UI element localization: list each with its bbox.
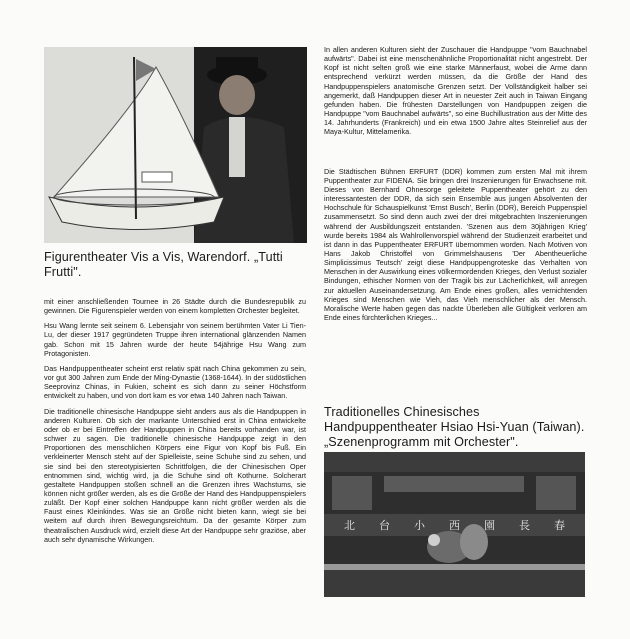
stage-sign-char: 西 <box>449 519 460 532</box>
caption-vis-a-vis: Figurentheater Vis a Vis, Warendorf. „Tutti Frutti". <box>44 250 283 279</box>
stage-sign-char: 北 <box>344 519 355 532</box>
paragraph: In allen anderen Kulturen sieht der Zuschauer die Handpuppe "vom Bauchnabel aufwärts". Dabei ist eine menschenähnliche Proportionalität nicht angestrebt. Der Kopf ist nicht selten groß wie eine starke Männerfaust, wobei die Arme dann entsprechend verkürzt werden müssen, da die Größe der Hand des Handpuppenspielers anatomische Grenzen setzt. Der Vollständigkeit halber sei angemerkt, daß Handpuppen dieser Art in neuester Zeit auch in Taiwan Eingang gefunden haben. Die frühesten Darstellungen von Handpuppen zeigen die Handpuppe "vom Bauchnabel aufwärts", so eine Buchillustration aus der Mitte des 14. Jahrhunderts (Frankreich) und ein etwa 1500 Jahre altes Steinrelief aus der Maya-Kultur, Mittelamerika. <box>324 45 587 137</box>
paragraph: Hsu Wang lernte seit seinem 6. Lebensjahr von seinem berühmten Vater Li Tien-Lu, der dieser 1917 gegründeten Truppe ihren international glänzenden Namen gab. Schon mit 15 Jahren wurde der heute 54jährige Hsu Wang zum Protagonisten. <box>44 321 306 358</box>
paragraph: Die Städtischen Bühnen ERFURT (DDR) kommen zum ersten Mal mit ihrem Puppentheater zur FIDENA. Sie bringen drei Inszenierungen für Erwachsene mit. Dieses von Bernhard Ohnesorge geleitete Puppentheater gehört zu den interessantesten der DDR, da sich sein Ensemble aus jungen Absolventen der Hochschule für Schauspielkunst 'Ernst Busch', Berlin (DDR), Bereich Puppenspiel zusammensetzt. So sind denn auch zwei der drei mitgebrachten Inszenierungen während der Ausbildungszeit entstanden. 'Szenen aus dem 30jährigen Krieg' wurde bereits 1984 als Wahlrollenvorspiel während der Studienzeit erarbeitet und ist dann in das Puppentheater ERFURT übernommen worden. Nach Motiven von Hans Jakob Christoffel von Grimmelshausens 'Der Abentheuerliche Simplicissimus Teutsch' zeigt diese Handpuppengroteske das Verhalten von Menschen in der Auswirkung eines völkermordenden Krieges, den Verlust sozialer Bindungen, ethischer Normen von der Tragik bis zur Lächerlichkeit, will anregen zur aktuellen Auseinandersetzung. Am Ende eines großen, alles vernichtenden Krieges sind Menschen wie Vieh, das Vieh menschlicher als der Mensch. Moralische Werte haben gegen das nackte Überleben alle Gültigkeit verloren am Ende eines fürchterlichen Krieges... <box>324 166 587 323</box>
stage-sign-char: 台 <box>379 519 390 532</box>
right-column-text <box>324 45 587 328</box>
paragraph: Das Handpuppentheater scheint erst relativ spät nach China gekommen zu sein, vor gut 300 Jahren zum Ende der Ming-Dynastie (1368-1644). In der südöstlichen Seeprovinz Chinas, in Fukien, scheint es sich dann zu seiner Höchstform entwickelt zu haben, und von dort kam es vor etwa 140 Jahren nach Taiwan. <box>44 363 306 401</box>
stage-sign-char: 小 <box>414 519 425 532</box>
chinese-hand-puppet-stage-photo <box>324 452 585 597</box>
caption-hsiao-hsi-yuan: Traditionelles Chinesisches Handpuppentheater Hsiao Hsi-Yuan (Taiwan). „Szenenprogramm mit Orchester". <box>324 405 585 449</box>
stage-signboard <box>332 516 577 534</box>
stage-sign-char: 春 <box>554 519 565 532</box>
left-column-text <box>44 297 306 550</box>
paragraph: mit einer anschließenden Tournee in 26 Städte durch die Bundesrepublik zu gewinnen. Die Figurenspieler werden von einem kompletten Orchester begleitet. <box>44 297 306 316</box>
puppet-theater-photo <box>44 47 307 243</box>
paragraph: Die traditionelle chinesische Handpuppe sieht anders aus als die Handpuppen in anderen Kulturen. Ob sich der markante Unterschied erst in China entwickelte oder ob er bei Eintreffen der Handpuppen in China bereits vorhanden war, ist schwer zu sagen. Die traditionelle chinesische Handpuppe zeigt in den Proportionen des menschlichen Körpers eine Figur von Kopf bis Fuß. Ein verkleinerter Mensch steht auf der Spielleiste, seine Schuhe sind zu sehen, und sie sind bei den stereotypisierten Schrittfolgen, die der Chinesischen Oper entnommen sind, wichtig wird, ja die Schuhe sind oft Kothurne. Solcherart gestaltete Handpuppen stoßen schnell an die Grenzen ihres Wachstums, sie können nicht größer werden, als es die Größe der Hand des Handpuppenspielers zuläßt. Der Kopf einer solchen Handpuppe kann nicht größer werden als die Faust eines Kleinkindes. Was sie an Größe nicht bieten kann, wiegt sie bei weitem auf durch ihren Bewegungsreichtum. Da der gesamte Körper zum theatralischen Ausdruck wird, erzielt diese Art der Handpuppe sehr graziöse, aber auch sehr dynamische Wirkungen. <box>44 406 306 544</box>
stage-sign-char: 長 <box>519 519 530 532</box>
stage-sign-char: 園 <box>484 519 495 532</box>
